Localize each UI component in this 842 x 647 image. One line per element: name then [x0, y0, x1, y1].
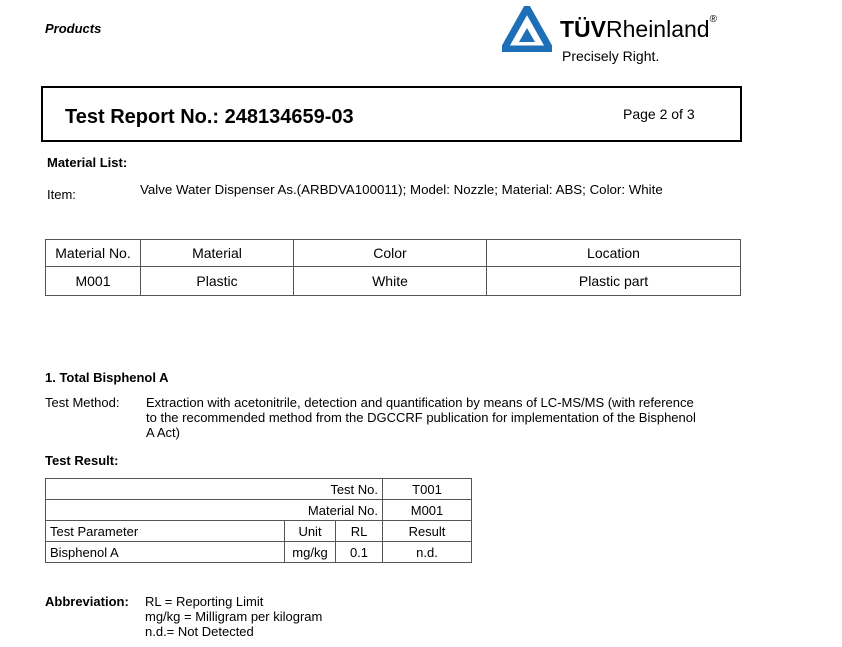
- table-row: [46, 542, 472, 563]
- abbreviation-line: mg/kg = Milligram per kilogram: [145, 609, 323, 624]
- material-no-value: M001: [383, 500, 472, 521]
- table-header-row: [46, 521, 472, 542]
- section-heading: 1. Total Bisphenol A: [45, 370, 169, 385]
- brand-name: TÜVRheinland®: [560, 14, 717, 42]
- unit-header: Unit: [285, 521, 336, 542]
- material-table: [45, 239, 741, 296]
- table-cell: White: [294, 267, 487, 296]
- material-no-label: Material No.: [46, 500, 383, 521]
- table-cell: M001: [46, 267, 141, 296]
- col-header: Material No.: [46, 240, 141, 267]
- item-value: Valve Water Dispenser As.(ARBDVA100011); Model: Nozzle; Material: ABS; Color: White: [140, 182, 663, 197]
- brand-slogan: Precisely Right.: [562, 48, 660, 64]
- tuv-logo: [502, 6, 752, 68]
- table-cell: Plastic part: [487, 267, 741, 296]
- method-line: Extraction with acetonitrile, detection and quantification by means of LC-MS/MS (with reference: [146, 395, 694, 410]
- result-header: Result: [383, 521, 472, 542]
- table-cell: n.d.: [383, 542, 472, 563]
- param-header: Test Parameter: [46, 521, 285, 542]
- test-no-value: T001: [383, 479, 472, 500]
- col-header: Material: [141, 240, 294, 267]
- header-label: Products: [45, 21, 102, 36]
- table-cell: Plastic: [141, 267, 294, 296]
- method-label: Test Method:: [45, 395, 120, 410]
- result-table: [45, 478, 472, 563]
- method-line: to the recommended method from the DGCCRF publication for implementation of the Bisphenol: [146, 410, 696, 425]
- title-box: [41, 86, 742, 142]
- page-number: Page 2 of 3: [623, 106, 695, 122]
- report-title: Test Report No.: 248134659-03: [65, 106, 354, 128]
- abbreviation-line: RL = Reporting Limit: [145, 594, 264, 609]
- col-header: Location: [487, 240, 741, 267]
- abbreviation-text: [145, 594, 322, 639]
- table-row: [46, 479, 472, 500]
- method-text: [146, 395, 696, 440]
- triangle-logo-icon: [502, 6, 552, 52]
- table-row: [46, 267, 741, 296]
- abbreviation-line: n.d.= Not Detected: [145, 624, 254, 639]
- item-label: Item:: [47, 187, 76, 202]
- material-list-heading: Material List:: [47, 155, 128, 170]
- table-cell: 0.1: [336, 542, 383, 563]
- table-cell: Bisphenol A: [46, 542, 285, 563]
- rl-header: RL: [336, 521, 383, 542]
- table-cell: mg/kg: [285, 542, 336, 563]
- abbreviation-label: Abbreviation:: [45, 594, 129, 609]
- test-no-label: Test No.: [46, 479, 383, 500]
- result-label: Test Result:: [45, 453, 119, 468]
- table-row: [46, 500, 472, 521]
- method-line: A Act): [146, 425, 180, 440]
- material-table-header: [46, 240, 741, 267]
- col-header: Color: [294, 240, 487, 267]
